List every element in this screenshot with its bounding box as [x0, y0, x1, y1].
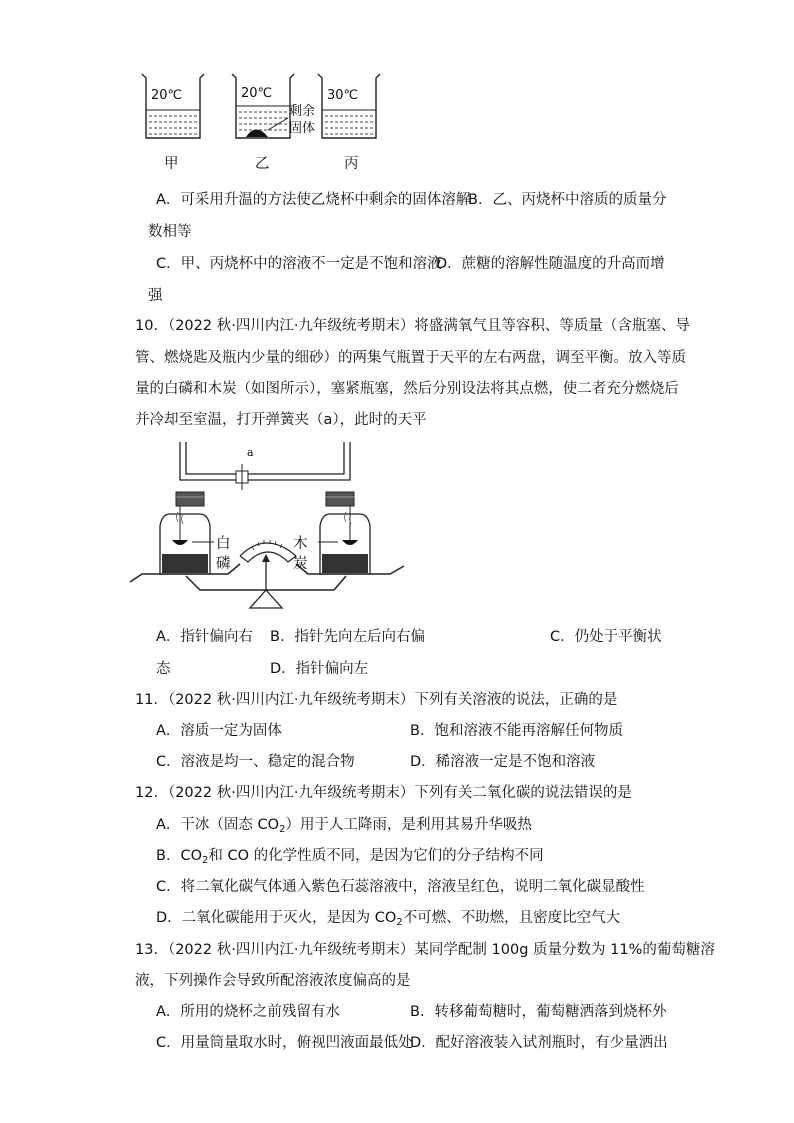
residue-label-1: 剩余	[289, 104, 316, 119]
q12-stem: 12．（2022 秋·四川内江·九年级统考期末）下列有关二氧化碳的说法错误的是	[135, 785, 632, 801]
q12-option-c: C．将二氧化碳气体通入紫色石蕊溶液中，溶液呈红色，说明二氧化碳显酸性	[156, 879, 645, 895]
q9-option-a: A．可采用升温的方法使乙烧杯中剩余的固体溶解	[156, 192, 471, 208]
q11-stem: 11．（2022 秋·四川内江·九年级统考期末）下列有关溶液的说法，正确的是	[135, 692, 618, 708]
q9-option-d-cont: 强	[148, 288, 163, 304]
beaker-temp-1: 20℃	[151, 88, 183, 103]
q11-option-a: A．溶质一定为固体	[156, 723, 282, 739]
q11-option-d: D．稀溶液一定是不饱和溶液	[410, 754, 596, 770]
q10-option-c: C．仍处于平衡状	[550, 629, 662, 645]
balance-figure	[128, 442, 418, 612]
q13-option-c: C．用量筒量取水时，俯视凹液面最低处	[156, 1035, 413, 1051]
q13-option-d: D．配好溶液装入试剂瓶时，有少量洒出	[410, 1035, 668, 1051]
q13-option-a: A．所用的烧杯之前残留有水	[156, 1004, 340, 1020]
q13-stem-1: 13．（2022 秋·四川内江·九年级统考期末）某同学配制 100g 质量分数为 11%的葡萄糖溶	[135, 942, 715, 958]
q11-option-b: B．饱和溶液不能再溶解任何物质	[410, 723, 623, 739]
q10-option-a: A．指针偏向右	[156, 629, 253, 645]
q9-option-b: B．乙、丙烧杯中溶质的质量分	[468, 192, 667, 208]
white-phosphorus-label-1: 白	[216, 536, 231, 552]
q10-option-d: D．指针偏向左	[270, 661, 369, 677]
white-phosphorus-label-2: 磷	[216, 556, 231, 572]
q12-option-a: A．干冰（固态 $CO_2$）用于人工降雨，是利用其易升华吸热	[156, 817, 532, 835]
q10-option-b: B．指针先向左后向右偏	[270, 629, 425, 645]
q9-option-c: C．甲、丙烧杯中的溶液不一定是不饱和溶液	[156, 256, 442, 272]
q13-option-b: B．转移葡萄糖时，葡萄糖洒落到烧杯外	[410, 1004, 667, 1020]
beaker-label-bing: 丙	[344, 156, 359, 172]
beaker-yi	[232, 74, 294, 138]
q9-option-d: D．蔗糖的溶解性随温度的升高而增	[436, 256, 665, 272]
beaker-temp-3: 30℃	[327, 88, 359, 103]
charcoal-label-1: 木	[293, 536, 308, 552]
beaker-jia	[142, 74, 204, 138]
q12-option-d: D．二氧化碳能用于灭火，是因为 $CO_2$不可燃、不助燃，且密度比空气大	[156, 910, 621, 928]
q10-stem-4: 并冷却至室温，打开弹簧夹（a），此时的天平	[135, 412, 427, 428]
q10-stem-1: 10．（2022 秋·四川内江·九年级统考期末）将盛满氧气且等容积、等质量（含瓶塞、导	[135, 318, 690, 334]
q10-stem-2: 管、燃烧匙及瓶内少量的细砂）的两集气瓶置于天平的左右两盘，调至平衡。放入等质	[135, 350, 686, 366]
beaker-label-yi: 乙	[255, 156, 270, 172]
q11-option-c: C．溶液是均一、稳定的混合物	[156, 754, 355, 770]
q10-stem-3: 量的白磷和木炭（如图所示），塞紧瓶塞，然后分别设法将其点燃，使二者充分燃烧后	[135, 381, 679, 397]
q10-option-c-cont: 态	[156, 661, 171, 677]
q13-stem-2: 液，下列操作会导致所配溶液浓度偏高的是	[135, 973, 411, 989]
clamp-label-a: a	[247, 446, 254, 459]
q9-option-b-cont: 数相等	[148, 224, 192, 240]
beaker-temp-2: 20℃	[241, 86, 273, 101]
charcoal-label-2: 炭	[293, 556, 308, 572]
beaker-label-jia: 甲	[164, 156, 179, 172]
beaker-bing	[318, 74, 380, 138]
residue-label-2: 固体	[289, 121, 316, 136]
q12-option-b: B．$CO_2$和 CO 的化学性质不同，是因为它们的分子结构不同	[156, 848, 544, 866]
